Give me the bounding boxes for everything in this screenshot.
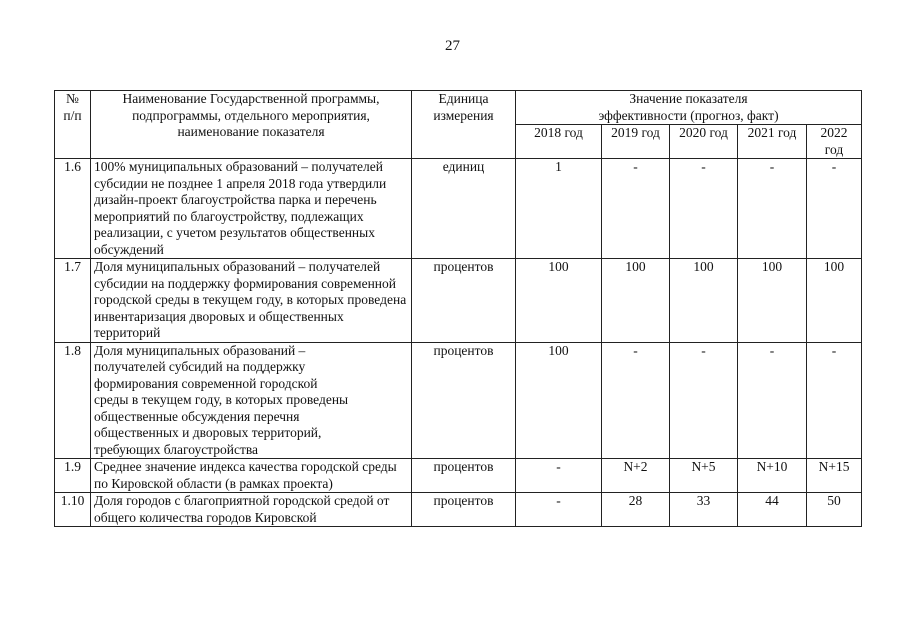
row-num: 1.10 <box>55 493 91 527</box>
table-row <box>55 342 862 459</box>
table-row <box>55 259 862 343</box>
row-num: 1.9 <box>55 459 91 493</box>
row-value: - <box>738 342 807 459</box>
header-value-group: Значение показателя эффективности (прогноз, факт) <box>516 91 862 125</box>
row-value: N+15 <box>807 459 862 493</box>
row-value: N+2 <box>602 459 670 493</box>
header-year: 2021 год <box>738 125 807 159</box>
row-name: 100% муниципальных образований – получателей субсидии не позднее 1 апреля 2018 года утвердили дизайн-проект благоустройства парка и перечень мероприятий по благоустройству, подлежащих реализации, с учетом результатов общественных обсуждений <box>91 159 412 259</box>
row-value: 100 <box>516 342 602 459</box>
row-name: Доля городов с благоприятной городской средой от общего количества городов Кировской <box>91 493 412 527</box>
row-name: Доля муниципальных образований – получателей субсидии на поддержку формирования современной городской среды в текущем году, в которых проведена инвентаризация дворовых и общественных территорий <box>91 259 412 343</box>
header-year: 2022 год <box>807 125 862 159</box>
header-name: Наименование Государственной программы, подпрограммы, отдельного мероприятия, наименование показателя <box>91 91 412 159</box>
row-name: Среднее значение индекса качества городской среды по Кировской области (в рамках проекта) <box>91 459 412 493</box>
row-value: - <box>602 159 670 259</box>
row-value: 33 <box>670 493 738 527</box>
row-num: 1.6 <box>55 159 91 259</box>
header-year: 2020 год <box>670 125 738 159</box>
row-value: 44 <box>738 493 807 527</box>
row-value: 100 <box>738 259 807 343</box>
row-value: 28 <box>602 493 670 527</box>
row-value: 100 <box>602 259 670 343</box>
row-unit: единиц <box>412 159 516 259</box>
row-value: 50 <box>807 493 862 527</box>
row-value: - <box>807 159 862 259</box>
row-value: - <box>807 342 862 459</box>
row-value: - <box>670 159 738 259</box>
row-name: Доля муниципальных образований – получателей субсидий на поддержку формирования современной городской среды в текущем году, в которых проведены общественные обсуждения перечня общественных и дворовых территорий, требующих благоустройства <box>91 342 412 459</box>
row-num: 1.7 <box>55 259 91 343</box>
table-row <box>55 159 862 259</box>
row-value: 100 <box>670 259 738 343</box>
row-value: 1 <box>516 159 602 259</box>
row-value: N+5 <box>670 459 738 493</box>
header-year: 2018 год <box>516 125 602 159</box>
row-value: 100 <box>516 259 602 343</box>
row-value: - <box>738 159 807 259</box>
row-value: - <box>516 493 602 527</box>
row-unit: процентов <box>412 493 516 527</box>
row-value: 100 <box>807 259 862 343</box>
row-unit: процентов <box>412 259 516 343</box>
table-row <box>55 493 862 527</box>
row-num: 1.8 <box>55 342 91 459</box>
header-row-1 <box>55 91 862 125</box>
header-unit: Единица измерения <box>412 91 516 159</box>
header-year: 2019 год <box>602 125 670 159</box>
page-number: 27 <box>445 38 460 54</box>
row-value: N+10 <box>738 459 807 493</box>
row-value: - <box>602 342 670 459</box>
row-value: - <box>516 459 602 493</box>
header-num: № п/п <box>55 91 91 159</box>
table-row <box>55 459 862 493</box>
row-unit: процентов <box>412 342 516 459</box>
row-value: - <box>670 342 738 459</box>
row-unit: процентов <box>412 459 516 493</box>
indicators-table <box>54 90 862 527</box>
